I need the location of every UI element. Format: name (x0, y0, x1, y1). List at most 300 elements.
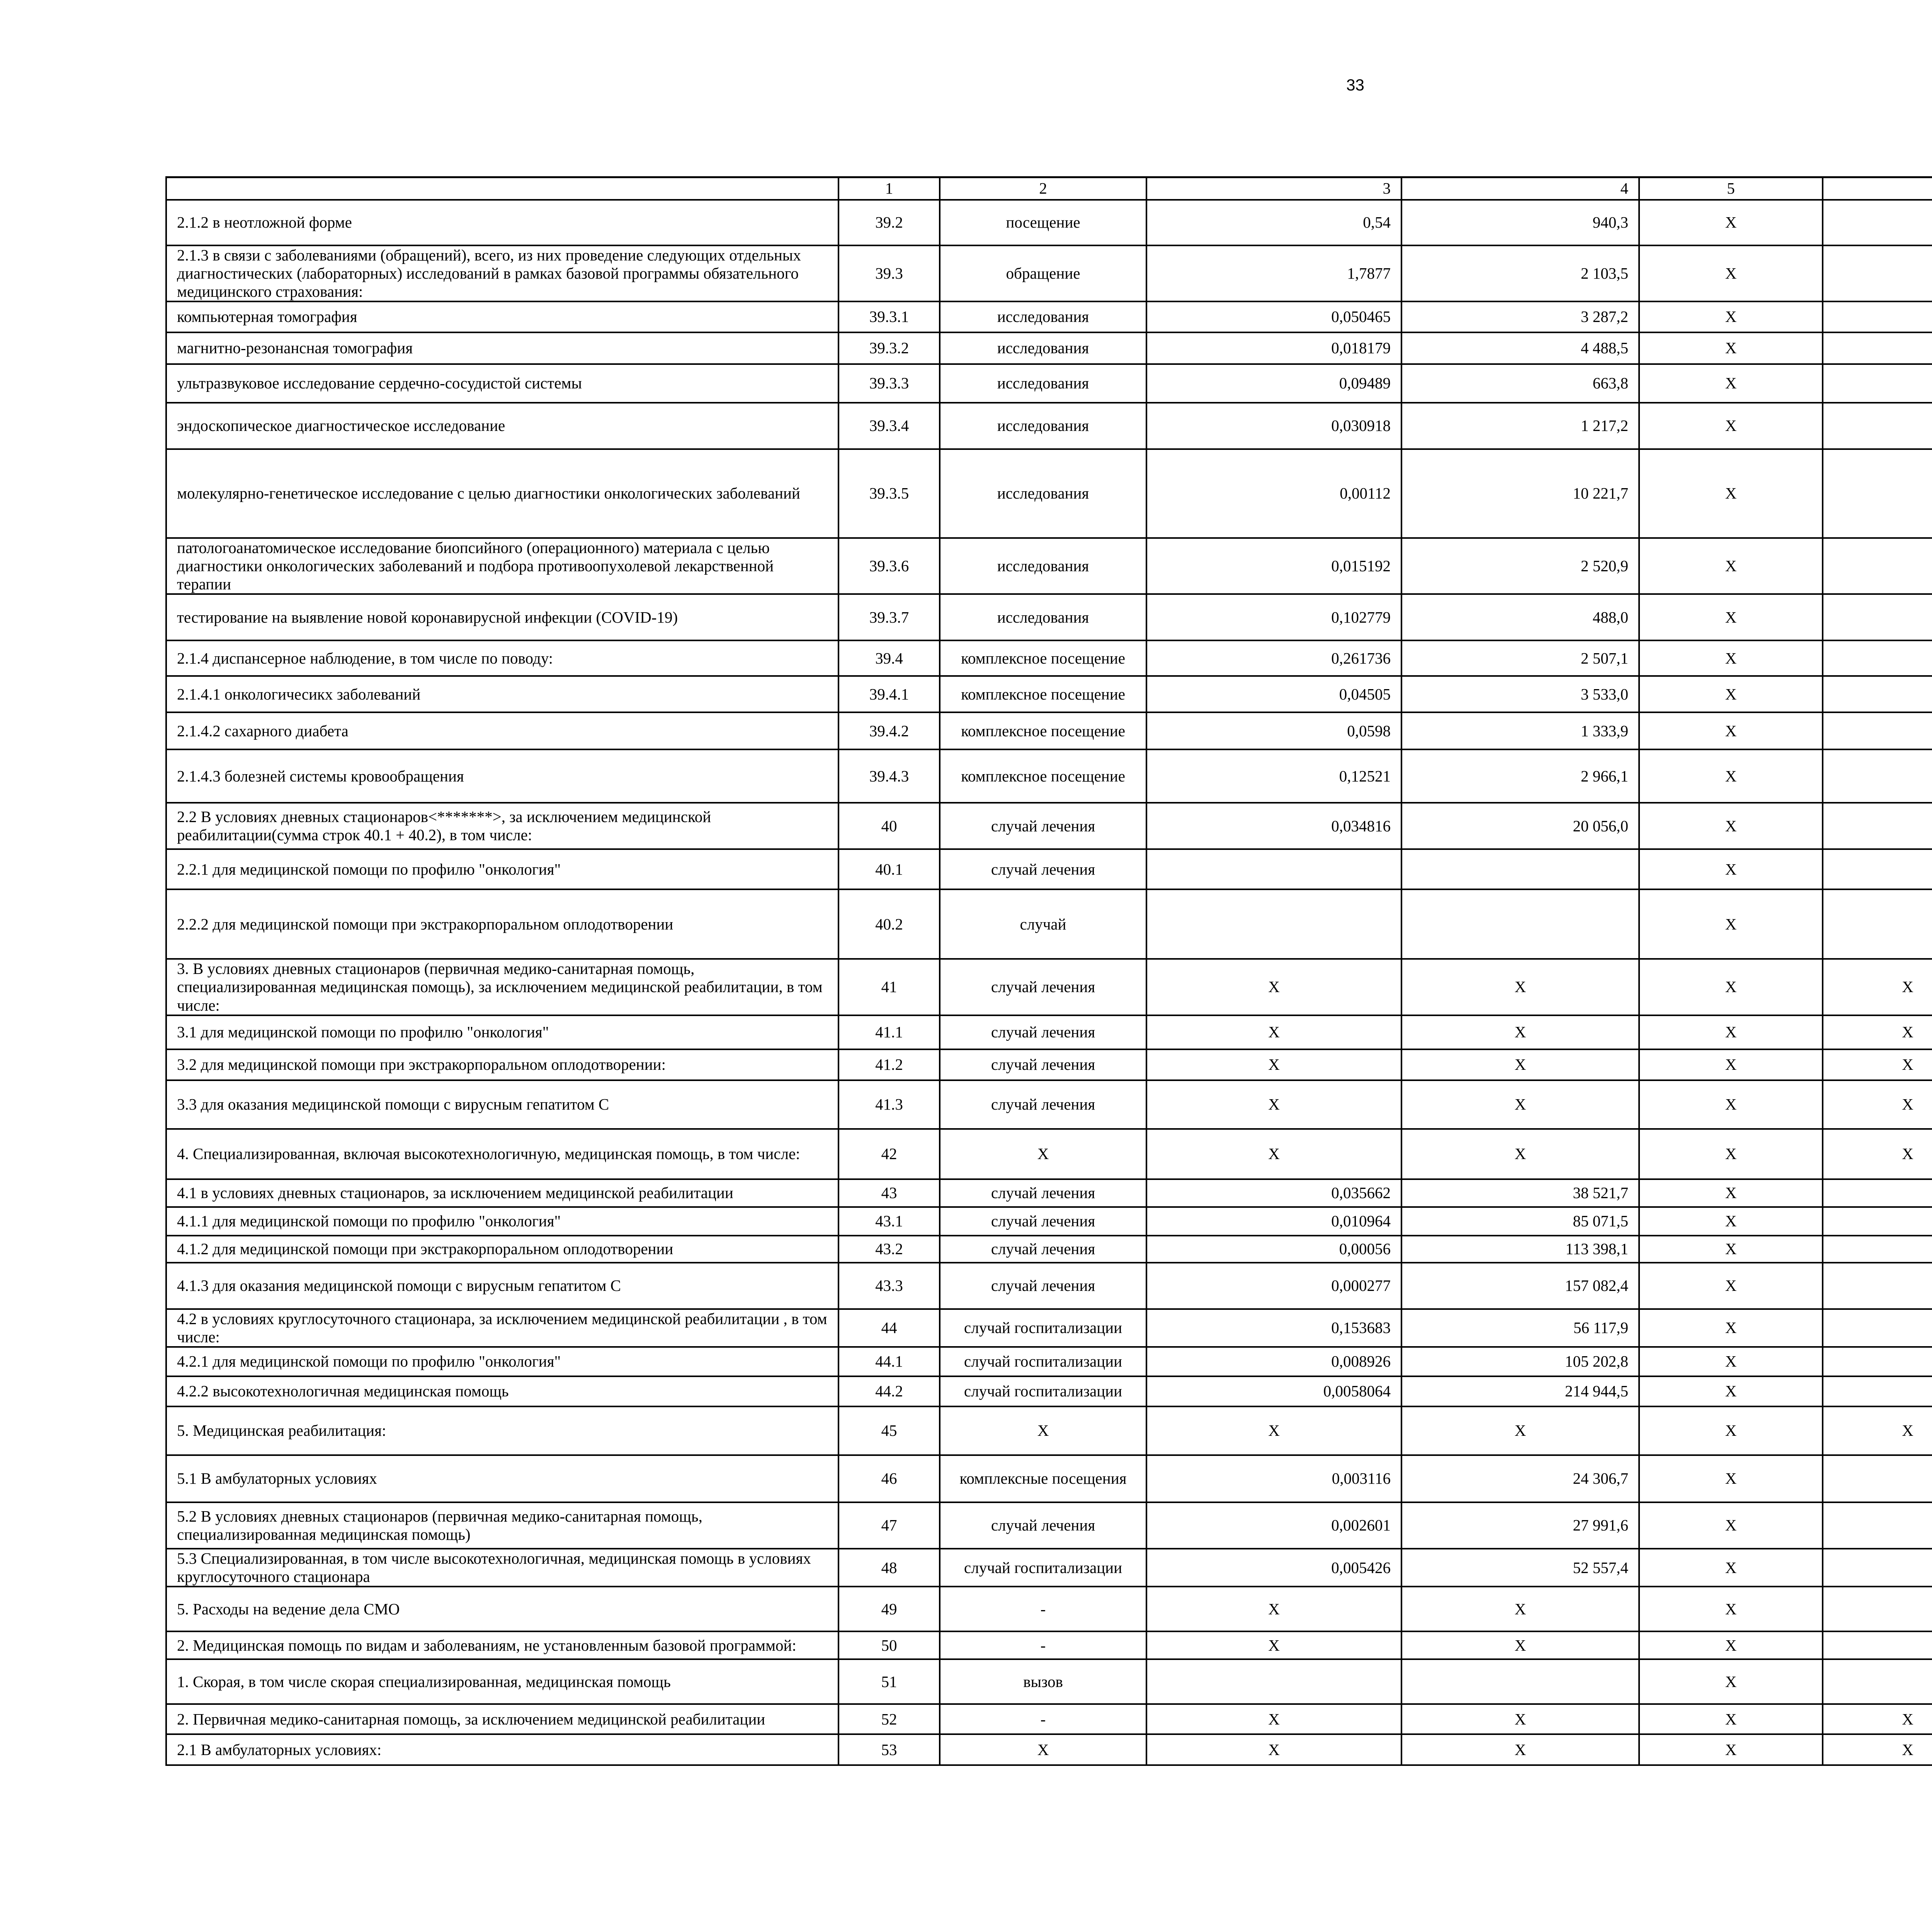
value-cell (1823, 1549, 1932, 1587)
value-cell: X (1639, 1236, 1823, 1263)
value-cell: X (1639, 1406, 1823, 1455)
value-cell: X (1639, 1376, 1823, 1406)
value-cell: X (1146, 959, 1401, 1015)
value-cell: 41.1 (838, 1015, 940, 1049)
value-cell (1823, 449, 1932, 538)
value-cell: 53 (838, 1734, 940, 1765)
table-row (166, 1659, 1932, 1704)
row-label-cell: 5. Медицинская реабилитация: (166, 1406, 838, 1455)
row-label-cell: тестирование на выявление новой коронавирусной инфекции (COVID-19) (166, 594, 838, 640)
row-label-cell: 2.1.4.3 болезней системы кровообращения (166, 749, 838, 803)
value-cell: случай лечения (940, 1179, 1146, 1207)
value-cell: случай лечения (940, 849, 1146, 889)
table-row (166, 803, 1932, 849)
value-cell: X (1146, 1406, 1401, 1455)
value-cell: случай лечения (940, 1502, 1146, 1549)
column-number-cell: 2 (940, 177, 1146, 200)
row-label-cell: 5.3 Специализированная, в том числе высокотехнологичная, медицинская помощь в условиях круглосуточного стационара (166, 1549, 838, 1587)
table-row (166, 1015, 1932, 1049)
value-cell: 663,8 (1401, 364, 1639, 403)
value-cell: 39.3.4 (838, 403, 940, 449)
row-label-cell: молекулярно-генетическое исследование с целью диагностики онкологических заболеваний (166, 449, 838, 538)
value-cell: 20 056,0 (1401, 803, 1639, 849)
value-cell (1823, 332, 1932, 364)
value-cell: посещение (940, 200, 1146, 245)
value-cell: исследования (940, 403, 1146, 449)
row-label-cell: 2.1.4 диспансерное наблюдение, в том числе по поводу: (166, 640, 838, 676)
value-cell: 39.3.1 (838, 301, 940, 332)
value-cell: случай лечения (940, 1049, 1146, 1080)
value-cell: X (1639, 538, 1823, 594)
value-cell: комплексное посещение (940, 640, 1146, 676)
value-cell: случай госпитализации (940, 1309, 1146, 1347)
value-cell: X (1639, 749, 1823, 803)
value-cell: 49 (838, 1587, 940, 1631)
value-cell: X (1639, 1309, 1823, 1347)
column-number-cell (1823, 177, 1932, 200)
value-cell: 40.2 (838, 889, 940, 959)
value-cell: X (1401, 1587, 1639, 1631)
value-cell: X (1401, 1734, 1639, 1765)
value-cell: X (1639, 301, 1823, 332)
table-row (166, 403, 1932, 449)
value-cell: исследования (940, 594, 1146, 640)
table-row (166, 1236, 1932, 1263)
value-cell: X (1639, 1455, 1823, 1502)
value-cell: 41.2 (838, 1049, 940, 1080)
value-cell: X (1823, 1704, 1932, 1734)
value-cell: 0,034816 (1146, 803, 1401, 849)
row-label-cell: 5.2 В условиях дневных стационаров (первичная медико-санитарная помощь, специализированная медицинская помощь) (166, 1502, 838, 1549)
value-cell: 0,015192 (1146, 538, 1401, 594)
value-cell: случай лечения (940, 1236, 1146, 1263)
column-number-cell: 4 (1401, 177, 1639, 200)
value-cell: X (1146, 1049, 1401, 1080)
table-row (166, 1049, 1932, 1080)
value-cell (1823, 1309, 1932, 1347)
row-label-cell: магнитно-резонансная томография (166, 332, 838, 364)
value-cell (1401, 1659, 1639, 1704)
value-cell: случай лечения (940, 803, 1146, 849)
value-cell: X (1639, 676, 1823, 712)
value-cell: 113 398,1 (1401, 1236, 1639, 1263)
value-cell: X (1639, 1549, 1823, 1587)
value-cell: 27 991,6 (1401, 1502, 1639, 1549)
value-cell: 0,00112 (1146, 449, 1401, 538)
table-row (166, 1406, 1932, 1455)
value-cell: 39.4.2 (838, 712, 940, 749)
value-cell: X (1639, 1734, 1823, 1765)
value-cell: 48 (838, 1549, 940, 1587)
value-cell (1823, 803, 1932, 849)
value-cell: 39.3.7 (838, 594, 940, 640)
row-label-cell: 4.1 в условиях дневных стационаров, за исключением медицинской реабилитации (166, 1179, 838, 1207)
value-cell: X (1401, 959, 1639, 1015)
value-cell: 39.3.6 (838, 538, 940, 594)
value-cell (1823, 403, 1932, 449)
table-row (166, 712, 1932, 749)
value-cell: исследования (940, 301, 1146, 332)
value-cell: 0,0598 (1146, 712, 1401, 749)
table-row (166, 640, 1932, 676)
value-cell (1823, 538, 1932, 594)
column-number-row (166, 177, 1932, 200)
value-cell: X (940, 1734, 1146, 1765)
row-label-cell: 2.2 В условиях дневных стационаров<*******>, за исключением медицинской реабилитации(сумма строк 40.1 + 40.2), в том числе: (166, 803, 838, 849)
value-cell: X (1639, 803, 1823, 849)
row-label-cell: 2.1.4.1 онкологичесикх заболеваний (166, 676, 838, 712)
value-cell (1823, 301, 1932, 332)
value-cell (1823, 200, 1932, 245)
value-cell: 1 217,2 (1401, 403, 1639, 449)
table-row (166, 538, 1932, 594)
value-cell: случай лечения (940, 1015, 1146, 1049)
value-cell (1823, 1659, 1932, 1704)
value-cell: 0,010964 (1146, 1207, 1401, 1236)
table-row (166, 1376, 1932, 1406)
value-cell: X (1639, 1659, 1823, 1704)
value-cell (1823, 1263, 1932, 1309)
value-cell: 0,153683 (1146, 1309, 1401, 1347)
row-label-cell: 2.1.3 в связи с заболеваниями (обращений), всего, из них проведение следующих отдельных диагностических (лабораторных) исследований в рамках базовой программы обязательного медицинского страхования: (166, 245, 838, 301)
value-cell: вызов (940, 1659, 1146, 1704)
value-cell (1823, 1347, 1932, 1376)
table-row (166, 959, 1932, 1015)
value-cell: 50 (838, 1631, 940, 1659)
value-cell: 1 333,9 (1401, 712, 1639, 749)
value-cell: X (1401, 1129, 1639, 1179)
value-cell: X (1146, 1129, 1401, 1179)
value-cell: 44.1 (838, 1347, 940, 1376)
table-row (166, 594, 1932, 640)
table-body (166, 177, 1932, 1765)
value-cell: 56 117,9 (1401, 1309, 1639, 1347)
value-cell: X (1639, 889, 1823, 959)
value-cell (1823, 676, 1932, 712)
value-cell: 40.1 (838, 849, 940, 889)
value-cell: 940,3 (1401, 200, 1639, 245)
value-cell (1146, 1659, 1401, 1704)
value-cell: 157 082,4 (1401, 1263, 1639, 1309)
value-cell (1823, 749, 1932, 803)
value-cell: X (1146, 1631, 1401, 1659)
row-label-cell: 5. Расходы на ведение дела СМО (166, 1587, 838, 1631)
value-cell: случай лечения (940, 1207, 1146, 1236)
column-number-cell (166, 177, 838, 200)
value-cell: X (1639, 1179, 1823, 1207)
value-cell (1823, 640, 1932, 676)
value-cell: обращение (940, 245, 1146, 301)
value-cell: 39.4 (838, 640, 940, 676)
value-cell: 3 287,2 (1401, 301, 1639, 332)
value-cell: 39.3.3 (838, 364, 940, 403)
table-row (166, 1549, 1932, 1587)
table-row (166, 449, 1932, 538)
row-label-cell: 1. Скорая, в том числе скорая специализированная, медицинская помощь (166, 1659, 838, 1704)
value-cell: 39.3 (838, 245, 940, 301)
value-cell: исследования (940, 538, 1146, 594)
value-cell: 10 221,7 (1401, 449, 1639, 538)
value-cell: 0,12521 (1146, 749, 1401, 803)
value-cell: X (1401, 1631, 1639, 1659)
value-cell: 105 202,8 (1401, 1347, 1639, 1376)
table-row (166, 1129, 1932, 1179)
value-cell (1823, 712, 1932, 749)
row-label-cell: 3.1 для медицинской помощи по профилю "онкология" (166, 1015, 838, 1049)
value-cell: комплексное посещение (940, 676, 1146, 712)
value-cell (1146, 849, 1401, 889)
value-cell: 43.1 (838, 1207, 940, 1236)
value-cell (1823, 364, 1932, 403)
table-row (166, 245, 1932, 301)
value-cell: X (1639, 849, 1823, 889)
value-cell: случай госпитализации (940, 1347, 1146, 1376)
value-cell: - (940, 1631, 1146, 1659)
value-cell (1823, 849, 1932, 889)
value-cell: 43.3 (838, 1263, 940, 1309)
value-cell: 52 (838, 1704, 940, 1734)
value-cell: 2 103,5 (1401, 245, 1639, 301)
row-label-cell: 4.1.2 для медицинской помощи при экстракорпоральном оплодотворении (166, 1236, 838, 1263)
value-cell: X (1401, 1704, 1639, 1734)
value-cell: X (1823, 1406, 1932, 1455)
value-cell: X (1146, 1015, 1401, 1049)
value-cell (1146, 889, 1401, 959)
value-cell: X (1639, 200, 1823, 245)
value-cell (1823, 1455, 1932, 1502)
value-cell: 39.3.2 (838, 332, 940, 364)
table-row (166, 1263, 1932, 1309)
table-row (166, 1734, 1932, 1765)
value-cell: 4 488,5 (1401, 332, 1639, 364)
value-cell: 51 (838, 1659, 940, 1704)
value-cell (1823, 1179, 1932, 1207)
value-cell: X (1823, 959, 1932, 1015)
value-cell (1823, 889, 1932, 959)
value-cell: 39.4.3 (838, 749, 940, 803)
value-cell: 0,00056 (1146, 1236, 1401, 1263)
value-cell: 0,000277 (1146, 1263, 1401, 1309)
value-cell: исследования (940, 449, 1146, 538)
value-cell: 52 557,4 (1401, 1549, 1639, 1587)
value-cell: 2 507,1 (1401, 640, 1639, 676)
row-label-cell: 2.1.2 в неотложной форме (166, 200, 838, 245)
value-cell: 0,035662 (1146, 1179, 1401, 1207)
value-cell: X (1639, 449, 1823, 538)
row-label-cell: 4. Специализированная, включая высокотехнологичную, медицинская помощь, в том числе: (166, 1129, 838, 1179)
value-cell: 43.2 (838, 1236, 940, 1263)
row-label-cell: ультразвуковое исследование сердечно-сосудистой системы (166, 364, 838, 403)
value-cell: 41.3 (838, 1080, 940, 1129)
value-cell: 41 (838, 959, 940, 1015)
value-cell: X (1639, 403, 1823, 449)
value-cell: X (1639, 332, 1823, 364)
table-row (166, 364, 1932, 403)
value-cell: X (1639, 1502, 1823, 1549)
table-row (166, 1587, 1932, 1631)
table-row (166, 889, 1932, 959)
value-cell: случай лечения (940, 1080, 1146, 1129)
value-cell (1823, 245, 1932, 301)
row-label-cell: 2.1.4.2 сахарного диабета (166, 712, 838, 749)
row-label-cell: 3.2 для медицинской помощи при экстракорпоральном оплодотворении: (166, 1049, 838, 1080)
row-label-cell: 2.2.2 для медицинской помощи при экстракорпоральном оплодотворении (166, 889, 838, 959)
value-cell: 46 (838, 1455, 940, 1502)
value-cell: X (1639, 1631, 1823, 1659)
value-cell: 85 071,5 (1401, 1207, 1639, 1236)
row-label-cell: 4.1.1 для медицинской помощи по профилю "онкология" (166, 1207, 838, 1236)
value-cell: X (1639, 245, 1823, 301)
row-label-cell: компьютерная томография (166, 301, 838, 332)
table-row (166, 301, 1932, 332)
value-cell: X (1639, 1129, 1823, 1179)
value-cell: 47 (838, 1502, 940, 1549)
value-cell: 45 (838, 1406, 940, 1455)
value-cell: 40 (838, 803, 940, 849)
value-cell (1823, 1207, 1932, 1236)
value-cell: X (1823, 1734, 1932, 1765)
value-cell: X (1639, 1207, 1823, 1236)
value-cell: 2 520,9 (1401, 538, 1639, 594)
value-cell (1401, 889, 1639, 959)
tariff-table (165, 176, 1932, 1766)
value-cell (1823, 1631, 1932, 1659)
row-label-cell: 2. Медицинская помощь по видам и заболеваниям, не установленным базовой программой: (166, 1631, 838, 1659)
value-cell: 0,04505 (1146, 676, 1401, 712)
value-cell: случай (940, 889, 1146, 959)
value-cell: 0,050465 (1146, 301, 1401, 332)
column-number-cell: 5 (1639, 177, 1823, 200)
value-cell: случай госпитализации (940, 1549, 1146, 1587)
value-cell: исследования (940, 364, 1146, 403)
value-cell: 0,018179 (1146, 332, 1401, 364)
value-cell: 0,54 (1146, 200, 1401, 245)
value-cell: 0,005426 (1146, 1549, 1401, 1587)
value-cell: 0,003116 (1146, 1455, 1401, 1502)
table-row (166, 1704, 1932, 1734)
value-cell: 3 533,0 (1401, 676, 1639, 712)
value-cell: 43 (838, 1179, 940, 1207)
value-cell: X (1401, 1080, 1639, 1129)
row-label-cell: эндоскопическое диагностическое исследование (166, 403, 838, 449)
value-cell: X (1639, 1704, 1823, 1734)
value-cell: X (1639, 1263, 1823, 1309)
value-cell: X (1639, 640, 1823, 676)
value-cell (1401, 849, 1639, 889)
value-cell: случай лечения (940, 959, 1146, 1015)
value-cell: случай госпитализации (940, 1376, 1146, 1406)
value-cell: X (1146, 1734, 1401, 1765)
value-cell: 0,102779 (1146, 594, 1401, 640)
table-row (166, 676, 1932, 712)
value-cell: X (1146, 1587, 1401, 1631)
value-cell: 0,0058064 (1146, 1376, 1401, 1406)
table-row (166, 849, 1932, 889)
value-cell: X (1823, 1015, 1932, 1049)
value-cell: 0,261736 (1146, 640, 1401, 676)
value-cell: X (1639, 1587, 1823, 1631)
value-cell: X (1639, 364, 1823, 403)
value-cell (1823, 1502, 1932, 1549)
value-cell: комплексное посещение (940, 749, 1146, 803)
value-cell: - (940, 1704, 1146, 1734)
value-cell: X (1639, 594, 1823, 640)
value-cell (1823, 1236, 1932, 1263)
row-label-cell: 4.1.3 для оказания медицинской помощи с вирусным гепатитом С (166, 1263, 838, 1309)
row-label-cell: патологоанатомическое исследование биопсийного (операционного) материала с целью диагностики онкологических заболеваний и подбора противоопухолевой лекарственной терапии (166, 538, 838, 594)
value-cell (1823, 594, 1932, 640)
value-cell: X (1639, 1049, 1823, 1080)
table-row (166, 1455, 1932, 1502)
value-cell: 0,030918 (1146, 403, 1401, 449)
value-cell: 488,0 (1401, 594, 1639, 640)
value-cell: X (1639, 1015, 1823, 1049)
value-cell: X (1146, 1080, 1401, 1129)
table-row (166, 200, 1932, 245)
row-label-cell: 2.2.1 для медицинской помощи по профилю "онкология" (166, 849, 838, 889)
value-cell: 0,008926 (1146, 1347, 1401, 1376)
row-label-cell: 3.3 для оказания медицинской помощи с вирусным гепатитом С (166, 1080, 838, 1129)
table-row (166, 1347, 1932, 1376)
value-cell: X (940, 1129, 1146, 1179)
value-cell: X (1639, 1347, 1823, 1376)
value-cell: X (1401, 1049, 1639, 1080)
value-cell (1823, 1587, 1932, 1631)
column-number-cell: 3 (1146, 177, 1401, 200)
value-cell: X (940, 1406, 1146, 1455)
table-row (166, 332, 1932, 364)
value-cell: комплексные посещения (940, 1455, 1146, 1502)
value-cell: 39.2 (838, 200, 940, 245)
row-label-cell: 2. Первичная медико-санитарная помощь, за исключением медицинской реабилитации (166, 1704, 838, 1734)
row-label-cell: 4.2.2 высокотехнологичная медицинская помощь (166, 1376, 838, 1406)
table-row (166, 1309, 1932, 1347)
value-cell: X (1823, 1129, 1932, 1179)
value-cell: 39.3.5 (838, 449, 940, 538)
value-cell: 44 (838, 1309, 940, 1347)
value-cell: X (1146, 1704, 1401, 1734)
row-label-cell: 5.1 В амбулаторных условиях (166, 1455, 838, 1502)
value-cell: исследования (940, 332, 1146, 364)
value-cell: 0,09489 (1146, 364, 1401, 403)
value-cell: 42 (838, 1129, 940, 1179)
value-cell: - (940, 1587, 1146, 1631)
value-cell: X (1639, 1080, 1823, 1129)
value-cell: X (1401, 1406, 1639, 1455)
row-label-cell: 3. В условиях дневных стационаров (первичная медико-санитарная помощь, специализированная медицинская помощь), за исключением медицинской реабилитации, в том числе: (166, 959, 838, 1015)
value-cell: 0,002601 (1146, 1502, 1401, 1549)
value-cell: 24 306,7 (1401, 1455, 1639, 1502)
value-cell: 44.2 (838, 1376, 940, 1406)
value-cell: случай лечения (940, 1263, 1146, 1309)
row-label-cell: 4.2.1 для медицинской помощи по профилю "онкология" (166, 1347, 838, 1376)
row-label-cell: 4.2 в условиях круглосуточного стационара, за исключением медицинской реабилитации , в том числе: (166, 1309, 838, 1347)
value-cell: 38 521,7 (1401, 1179, 1639, 1207)
value-cell: X (1823, 1080, 1932, 1129)
value-cell: X (1401, 1015, 1639, 1049)
value-cell: 39.4.1 (838, 676, 940, 712)
table-row (166, 1502, 1932, 1549)
table-row (166, 749, 1932, 803)
value-cell: 214 944,5 (1401, 1376, 1639, 1406)
table-row (166, 1080, 1932, 1129)
value-cell: X (1823, 1049, 1932, 1080)
value-cell: X (1639, 959, 1823, 1015)
table-row (166, 1179, 1932, 1207)
row-label-cell: 2.1 В амбулаторных условиях: (166, 1734, 838, 1765)
value-cell: 2 966,1 (1401, 749, 1639, 803)
value-cell (1823, 1376, 1932, 1406)
